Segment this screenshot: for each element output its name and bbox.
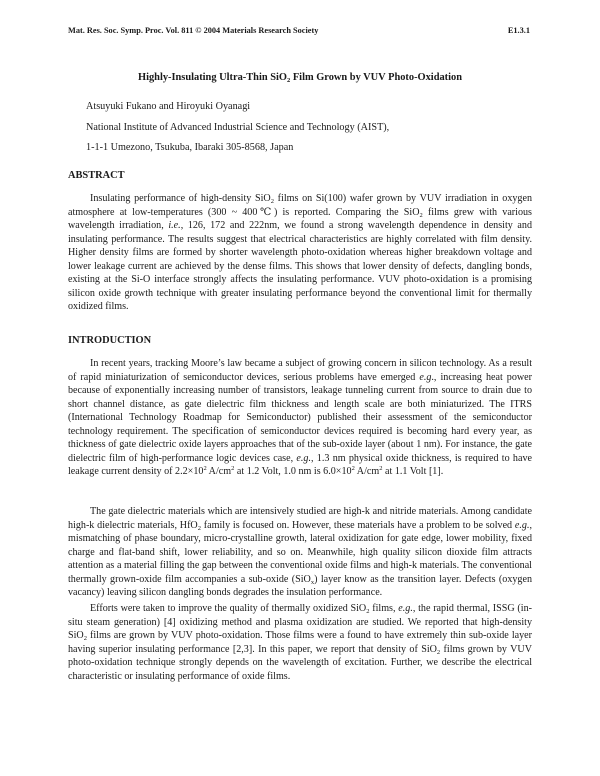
paper-title: Highly-Insulating Ultra-Thin SiO$_2$ Film Grown by VUV Photo-Oxidation [138, 72, 462, 84]
intro-paragraph-2: The gate dielectric materials which are intensively studied are high-k and nitride materials. Among candidate high-k dielectric materials, HfO$_2$ family is focused on. However, these materials have a problem to be solved e.g., mismatching of phase boundary, micro-crystalline growth, lateral oxidization for gate edge, lower mobility, fixed charge and flat-band shift, lower reliability, and so on. Meanwhile, high quality silicon dioxide film attracts attention as a material filling the gap between the conventional oxide films and high-k materials. The conventional thermally grown-oxide film accompanies a sub-oxide (SiO$_x$) layer know as the transition layer. Defects (oxygen vacancy) leaving silicon dangling bonds degrades the insulation performance. [68, 506, 532, 599]
abstract-paragraph: Insulating performance of high-density SiO$_2$ films on Si(100) wafer grown by VUV irradiation in oxygen atmosphere at low-temperatures (300 ~ 400℃) is reported. Comparing the SiO$_2$ films grew with various wavelength irradiation, i.e., 126, 172 and 222nm, we found a strong wavelength dependence in density and insulating performance. The results suggest that electrical characteristics are highly correlated with film density. Higher density films are formed by shorter wavelength photo-oxidation whereas higher breakdown voltage and lower leakage current are achieved by the dense films. This shows that lower density of defects, dangling bonds, existing at the Si-O interface strongly affects the insulating performance. VUV photo-oxidation is a promising silicon oxide growth technique with greater insulating performance beyond the conventional limit for thermally oxidized films. [68, 193, 533, 313]
abstract-heading: ABSTRACT [68, 170, 125, 181]
running-header-paper-id: E1.3.1 [507, 26, 530, 35]
author-address: 1-1-1 Umezono, Tsukuba, Ibaraki 305-8568, Japan [86, 142, 294, 153]
author-names: Atsuyuki Fukano and Hiroyuki Oyanagi [86, 101, 251, 112]
introduction-heading: INTRODUCTION [68, 335, 152, 346]
intro-paragraph-3: Efforts were taken to improve the quality of thermally oxidized SiO$_2$ films, e.g., the rapid thermal, ISSG (in-situ steam generation) [4] oxidizing method and plasma oxidization are studied. We reported that high-density SiO$_2$ films are grown by VUV photo-oxidation. Those films were a found to have extremely thin sub-oxide layer having superior insulating performance [2,3]. In this paper, we report that density of SiO$_2$ films grown by VUV photo-oxidation technique strongly depends on the wavelength of excitation. Further, we describe the electrical characteristic or insulating performance of oxide films. [68, 603, 532, 682]
running-header-journal: Mat. Res. Soc. Symp. Proc. Vol. 811 © 2004 Materials Research Society [68, 26, 319, 35]
author-institution: National Institute of Advanced Industrial Science and Technology (AIST), [86, 122, 390, 133]
intro-paragraph-1: In recent years, tracking Moore’s law became a subject of growing concern in silicon technology. As a result of rapid miniaturization of semiconductor devices, serious problems have emerged e.g., increasing heat power because of exponentially increasing number of transistors, leakage tunneling current from source to drain due to short channel distance, as gate dielectric film thickness and length scale are both miniaturized. The ITRS (International Technology Roadmap for Semiconductor) published their assessment of the semiconductor technology requirement. The specification of semiconductor devices required is becoming hard every year, as thickness of gate dielectric oxide layers approaches that of the sub-oxide layer (about 1 nm). For instance, the gate dielectric film of high-performance logic devices case, e.g., 1.3 nm physical oxide thickness, is required to have leakage current density of $2.2\times 10^2$ $A/cm^2$ at 1.2 Volt, 1.0 nm is $6.0\times 10^2$ $A/cm^2$ at 1.1 Volt [1]. [68, 358, 533, 478]
